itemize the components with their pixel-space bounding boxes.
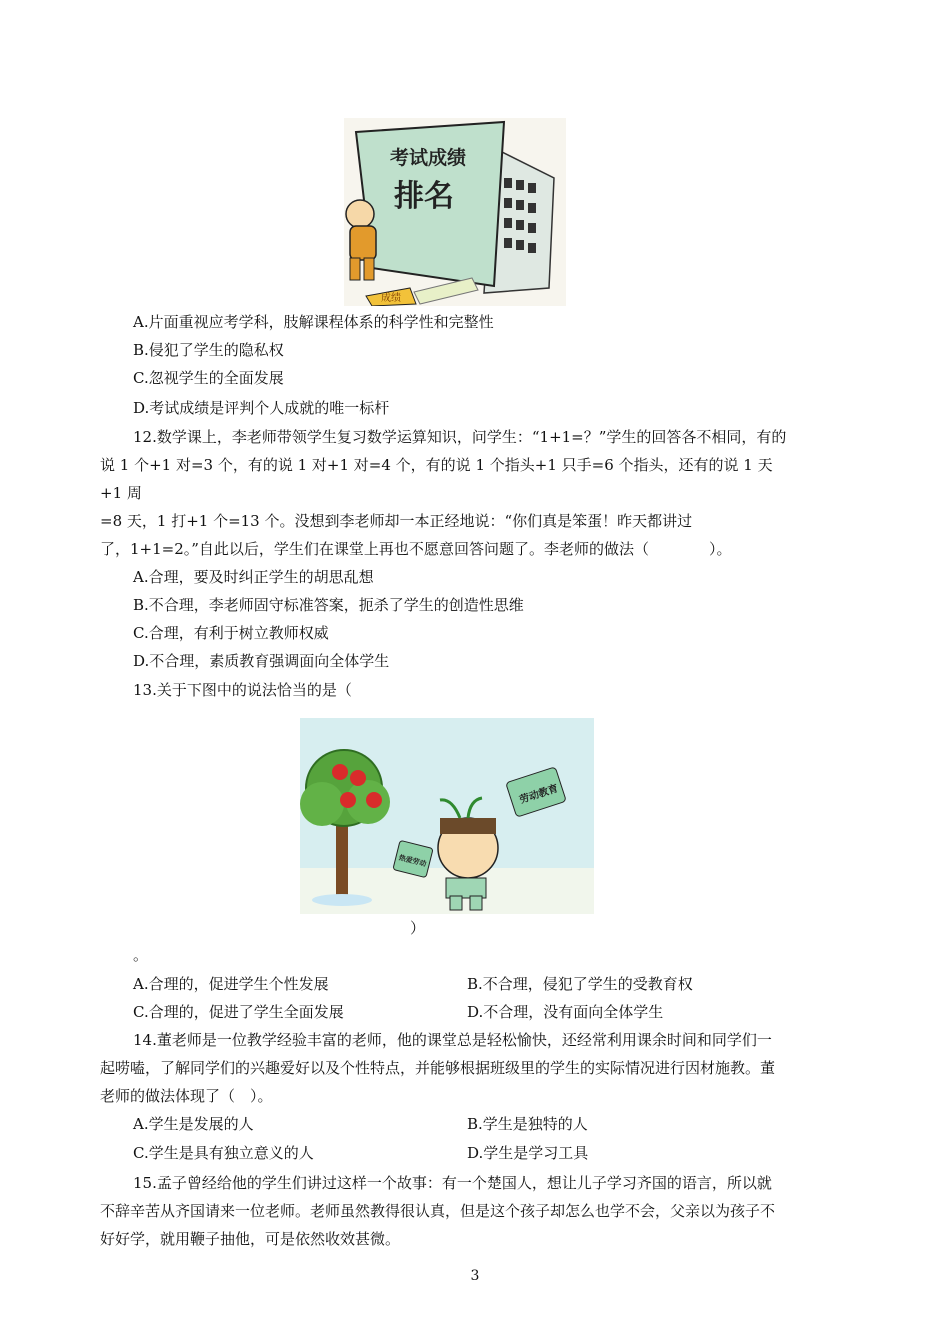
- q15-stem-line-1: 15.孟子曾经给他的学生们讲过这样一个故事：有一个楚国人，想让儿子学习齐国的语言，所以就: [133, 1174, 772, 1192]
- q13-period: 。: [133, 946, 149, 964]
- q13-option-b: B.不合理，侵犯了学生的受教育权: [467, 975, 693, 993]
- can-1-label: 劳动教育: [518, 783, 560, 807]
- q12-stem-line-1: 12.数学课上，李老师带领学生复习数学运算知识，问学生：“1+1=？”学生的回答各不相同，有的: [133, 428, 787, 446]
- q12-option-c: C.合理，有利于树立教师权威: [133, 624, 329, 642]
- q14-option-d: D.学生是学习工具: [467, 1144, 589, 1162]
- q12-option-b: B.不合理，李老师固守标准答案，扼杀了学生的创造性思维: [133, 596, 524, 614]
- q13-option-d: D.不合理，没有面向全体学生: [467, 1003, 664, 1021]
- labor-education-illustration: [300, 718, 594, 914]
- q15-stem-line-2: 不辞辛苦从齐国请来一位老师。老师虽然教得很认真，但是这个孩子却怎么也学不会，父亲以为孩子不: [100, 1202, 776, 1220]
- can-2-label: 热爱劳动: [397, 853, 428, 869]
- q11-option-d: D.考试成绩是评判个人成就的唯一标杆: [133, 399, 390, 417]
- q12-stem-line-3: +1 周: [100, 484, 142, 502]
- q14-stem-line-2: 起唠嗑，了解同学们的兴趣爱好以及个性特点，并能够根据班级里的学生的实际情况进行因材施教。董: [100, 1059, 776, 1077]
- q12-stem-line-2: 说 1 个+1 对=3 个，有的说 1 对+1 对=4 个，有的说 1 个指头+1 只手=6 个指头，还有的说 1 天: [100, 456, 773, 474]
- q13-stem: 13.关于下图中的说法恰当的是（: [133, 681, 352, 699]
- q13-close-paren: ）: [410, 919, 426, 937]
- q12-stem-line-4: =8 天，1 打+1 个=13 个。没想到李老师却一本正经地说：“你们真是笨蛋！昨天都讲过: [100, 512, 693, 530]
- q15-stem-line-3: 好好学，就用鞭子抽他，可是依然收效甚微。: [100, 1230, 401, 1248]
- illustration-subtitle: 排名: [394, 179, 454, 214]
- q14-stem-line-3: 老师的做法体现了（ ）。: [100, 1087, 273, 1105]
- q11-option-c: C.忽视学生的全面发展: [133, 369, 284, 387]
- page-number: 3: [470, 1268, 480, 1284]
- q14-stem-line-1: 14.董老师是一位教学经验丰富的老师，他的课堂总是轻松愉快，还经常利用课余时间和同学们一: [133, 1031, 772, 1049]
- exam-ranking-illustration: [344, 118, 566, 306]
- q14-option-c: C.学生是具有独立意义的人: [133, 1144, 314, 1162]
- q12-option-d: D.不合理，素质教育强调面向全体学生: [133, 652, 390, 670]
- q11-option-a: A.片面重视应考学科，肢解课程体系的科学性和完整性: [133, 313, 494, 331]
- q13-option-a: A.合理的，促进学生个性发展: [133, 975, 329, 993]
- illustration-tag: 成绩: [381, 293, 401, 304]
- illustration-title: 考试成绩: [389, 147, 467, 169]
- q13-option-c: C.合理的，促进了学生全面发展: [133, 1003, 344, 1021]
- q12-stem-line-5: 了，1+1=2。”自此以后，学生们在课堂上再也不愿意回答问题了。李老师的做法（ ）。: [100, 540, 732, 558]
- q14-option-a: A.学生是发展的人: [133, 1115, 254, 1133]
- q14-option-b: B.学生是独特的人: [467, 1115, 588, 1133]
- q11-option-b: B.侵犯了学生的隐私权: [133, 341, 284, 359]
- q12-option-a: A.合理，要及时纠正学生的胡思乱想: [133, 568, 374, 586]
